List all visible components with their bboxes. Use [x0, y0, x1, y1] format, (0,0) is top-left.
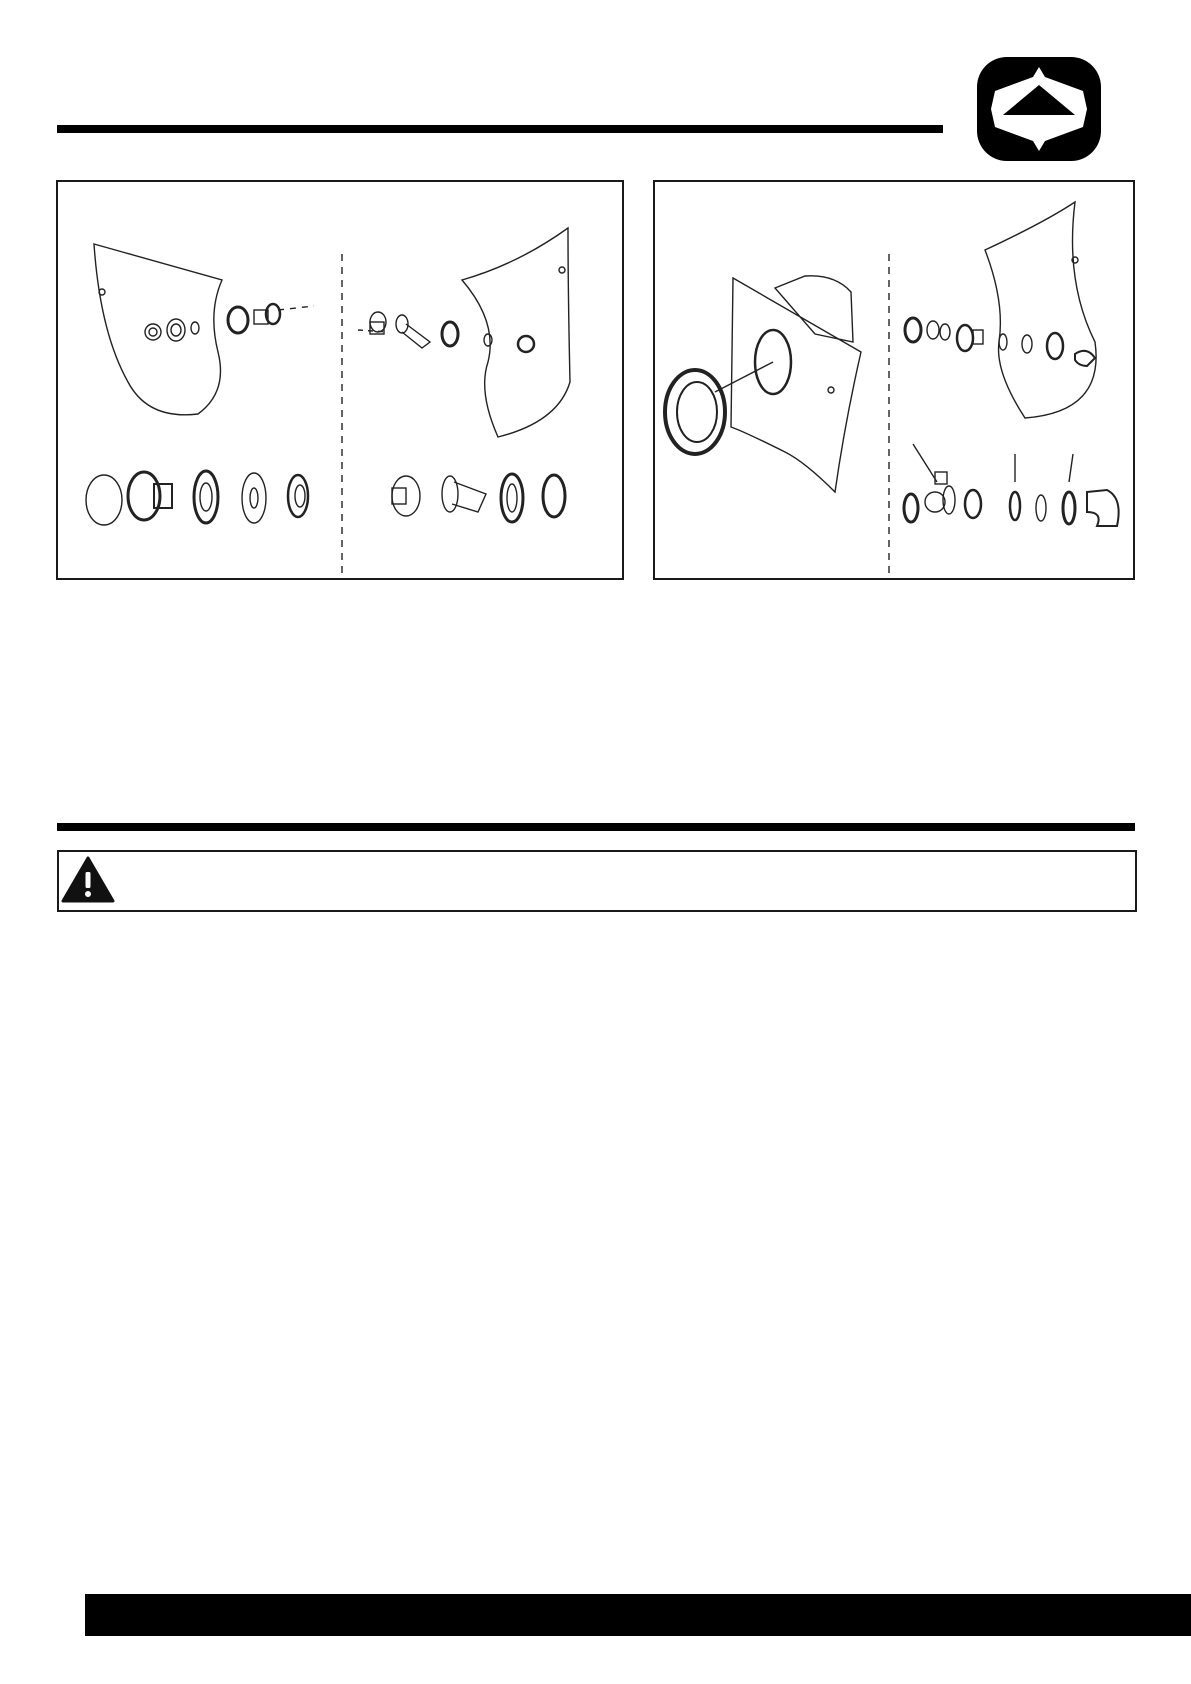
pool-wall-right — [462, 228, 570, 437]
section-rule — [57, 823, 1135, 831]
footer-bar — [85, 1594, 1191, 1636]
figure-panel-right — [653, 180, 1135, 580]
pool-wall-right-2 — [985, 202, 1096, 418]
compass-arrow-logo-icon — [975, 55, 1103, 163]
warning-triangle-icon — [60, 855, 116, 905]
pool-wall-left — [94, 244, 222, 415]
skimmer-wall — [731, 278, 861, 492]
figure-panel-left — [56, 180, 624, 580]
warning-box — [57, 850, 1137, 912]
header-rule — [57, 125, 943, 133]
